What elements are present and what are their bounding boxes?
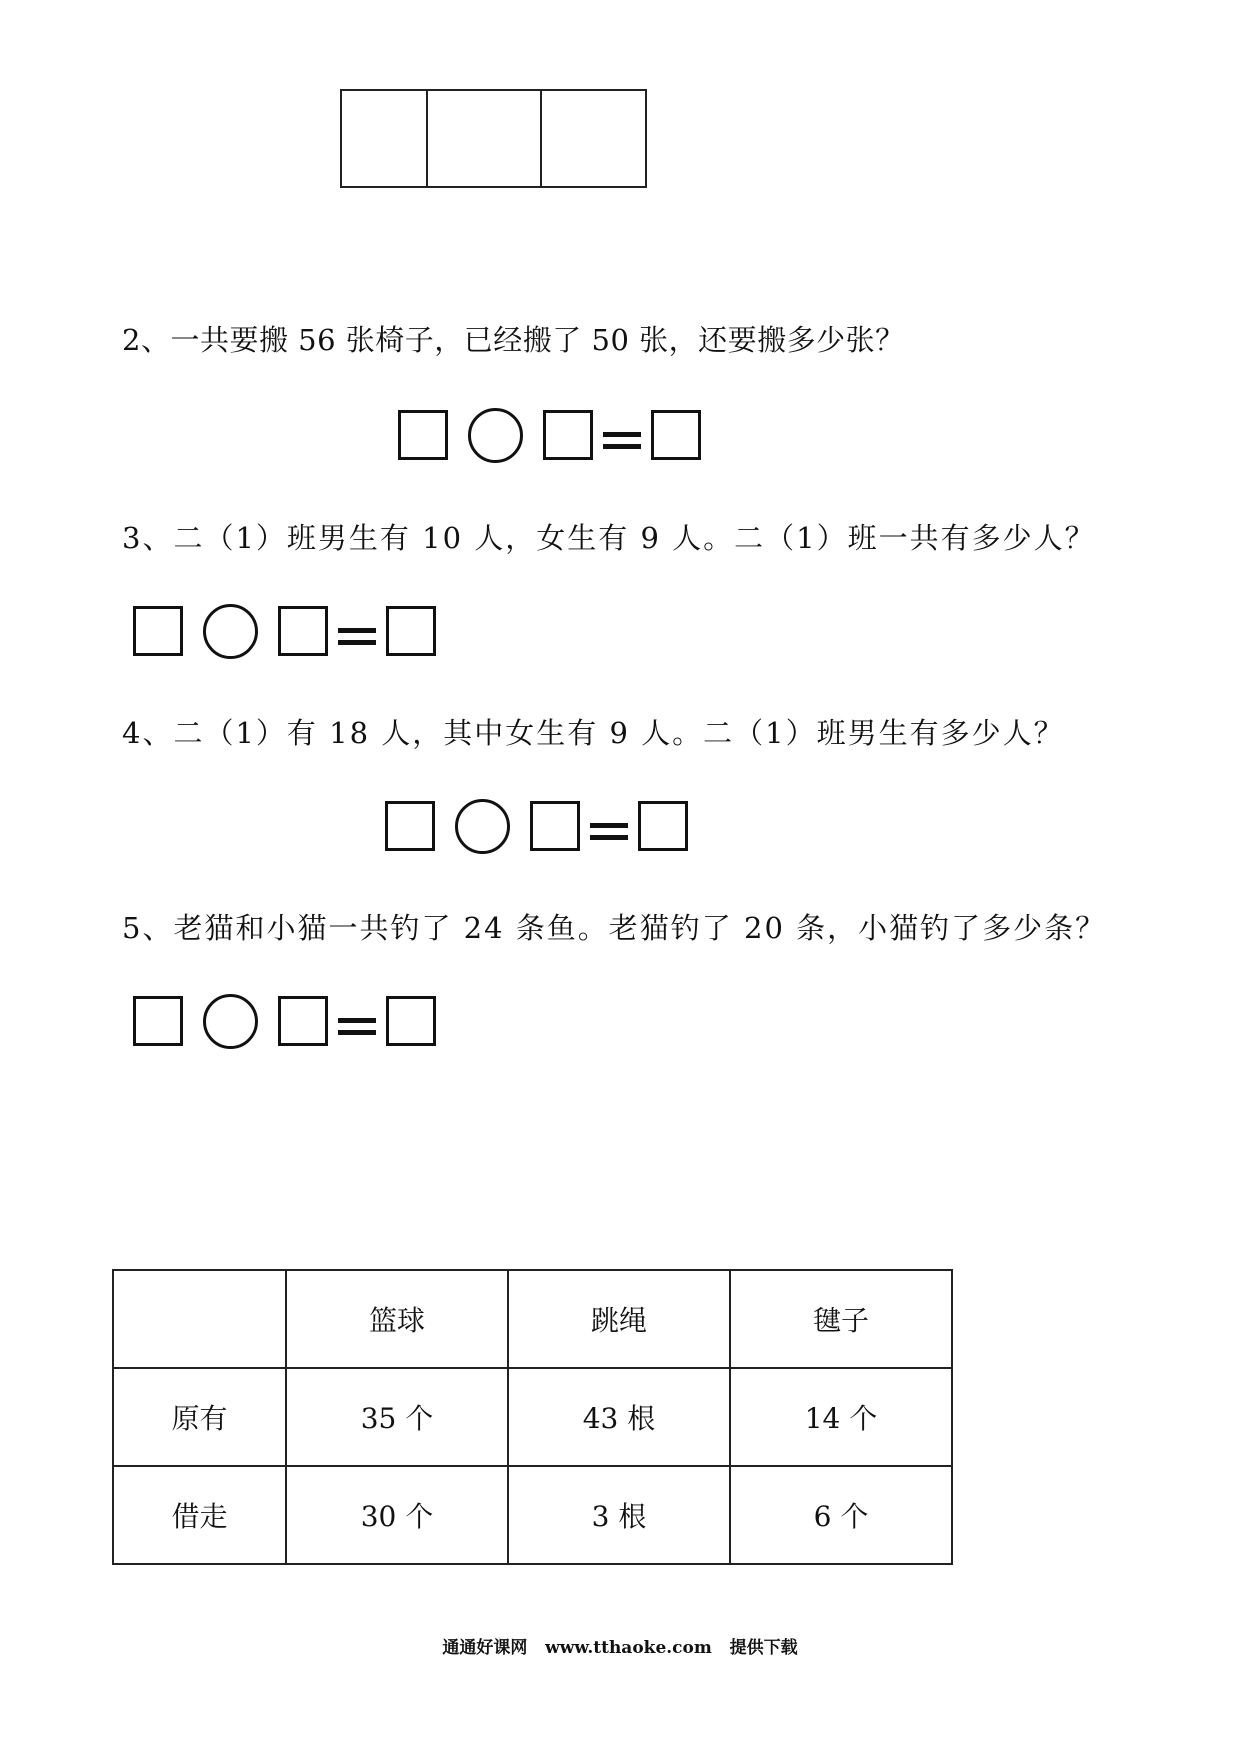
- table-row-label: 原有: [113, 1368, 286, 1466]
- operand-box[interactable]: [278, 996, 328, 1046]
- question-4: 4、二（1）有 18 人，其中女生有 9 人。二（1）班男生有多少人？: [122, 716, 1065, 750]
- operator-circle[interactable]: [455, 799, 510, 854]
- operand-box[interactable]: [133, 996, 183, 1046]
- answer-box-3[interactable]: [542, 91, 645, 186]
- operand-box[interactable]: [278, 606, 328, 656]
- result-box[interactable]: [386, 606, 436, 656]
- table-cell: 6 个: [730, 1466, 952, 1564]
- equation-template-3: [133, 603, 436, 659]
- operand-box[interactable]: [133, 606, 183, 656]
- operator-circle[interactable]: [203, 604, 258, 659]
- operand-box[interactable]: [385, 801, 435, 851]
- table-header-cell: 毽子: [730, 1270, 952, 1368]
- page-footer: 通通好课网 www.tthaoke.com 提供下载: [442, 1638, 798, 1658]
- question-2: 2、一共要搬 56 张椅子，已经搬了 50 张，还要搬多少张？: [122, 323, 905, 357]
- question-5: 5、老猫和小猫一共钓了 24 条鱼。老猫钓了 20 条，小猫钓了多少条？: [122, 911, 1107, 945]
- table-header-cell: [113, 1270, 286, 1368]
- table-row: [113, 1368, 952, 1466]
- equation-template-5: [133, 993, 436, 1049]
- result-box[interactable]: [386, 996, 436, 1046]
- result-box[interactable]: [638, 801, 688, 851]
- answer-box-2[interactable]: [428, 91, 542, 186]
- table-row-label: 借走: [113, 1466, 286, 1564]
- table-cell: 35 个: [286, 1368, 508, 1466]
- operator-circle[interactable]: [468, 408, 523, 463]
- table-cell: 30 个: [286, 1466, 508, 1564]
- equation-template-4: [385, 798, 688, 854]
- operator-circle[interactable]: [203, 994, 258, 1049]
- table-header-row: [113, 1270, 952, 1368]
- table-header-cell: 篮球: [286, 1270, 508, 1368]
- equipment-table: [112, 1269, 953, 1565]
- operand-box[interactable]: [398, 410, 448, 460]
- table-header-cell: 跳绳: [508, 1270, 730, 1368]
- operand-box[interactable]: [543, 410, 593, 460]
- table-row: [113, 1466, 952, 1564]
- question-3: 3、二（1）班男生有 10 人，女生有 9 人。二（1）班一共有多少人？: [122, 521, 1096, 555]
- result-box[interactable]: [651, 410, 701, 460]
- equals-sign: [338, 628, 376, 646]
- equals-sign: [590, 823, 628, 841]
- table-cell: 14 个: [730, 1368, 952, 1466]
- table-cell: 3 根: [508, 1466, 730, 1564]
- equals-sign: [603, 432, 641, 450]
- table-cell: 43 根: [508, 1368, 730, 1466]
- equation-template-2: [398, 407, 701, 463]
- answer-box-1[interactable]: [342, 91, 428, 186]
- operand-box[interactable]: [530, 801, 580, 851]
- answer-grid-boxes[interactable]: [340, 89, 647, 188]
- equals-sign: [338, 1018, 376, 1036]
